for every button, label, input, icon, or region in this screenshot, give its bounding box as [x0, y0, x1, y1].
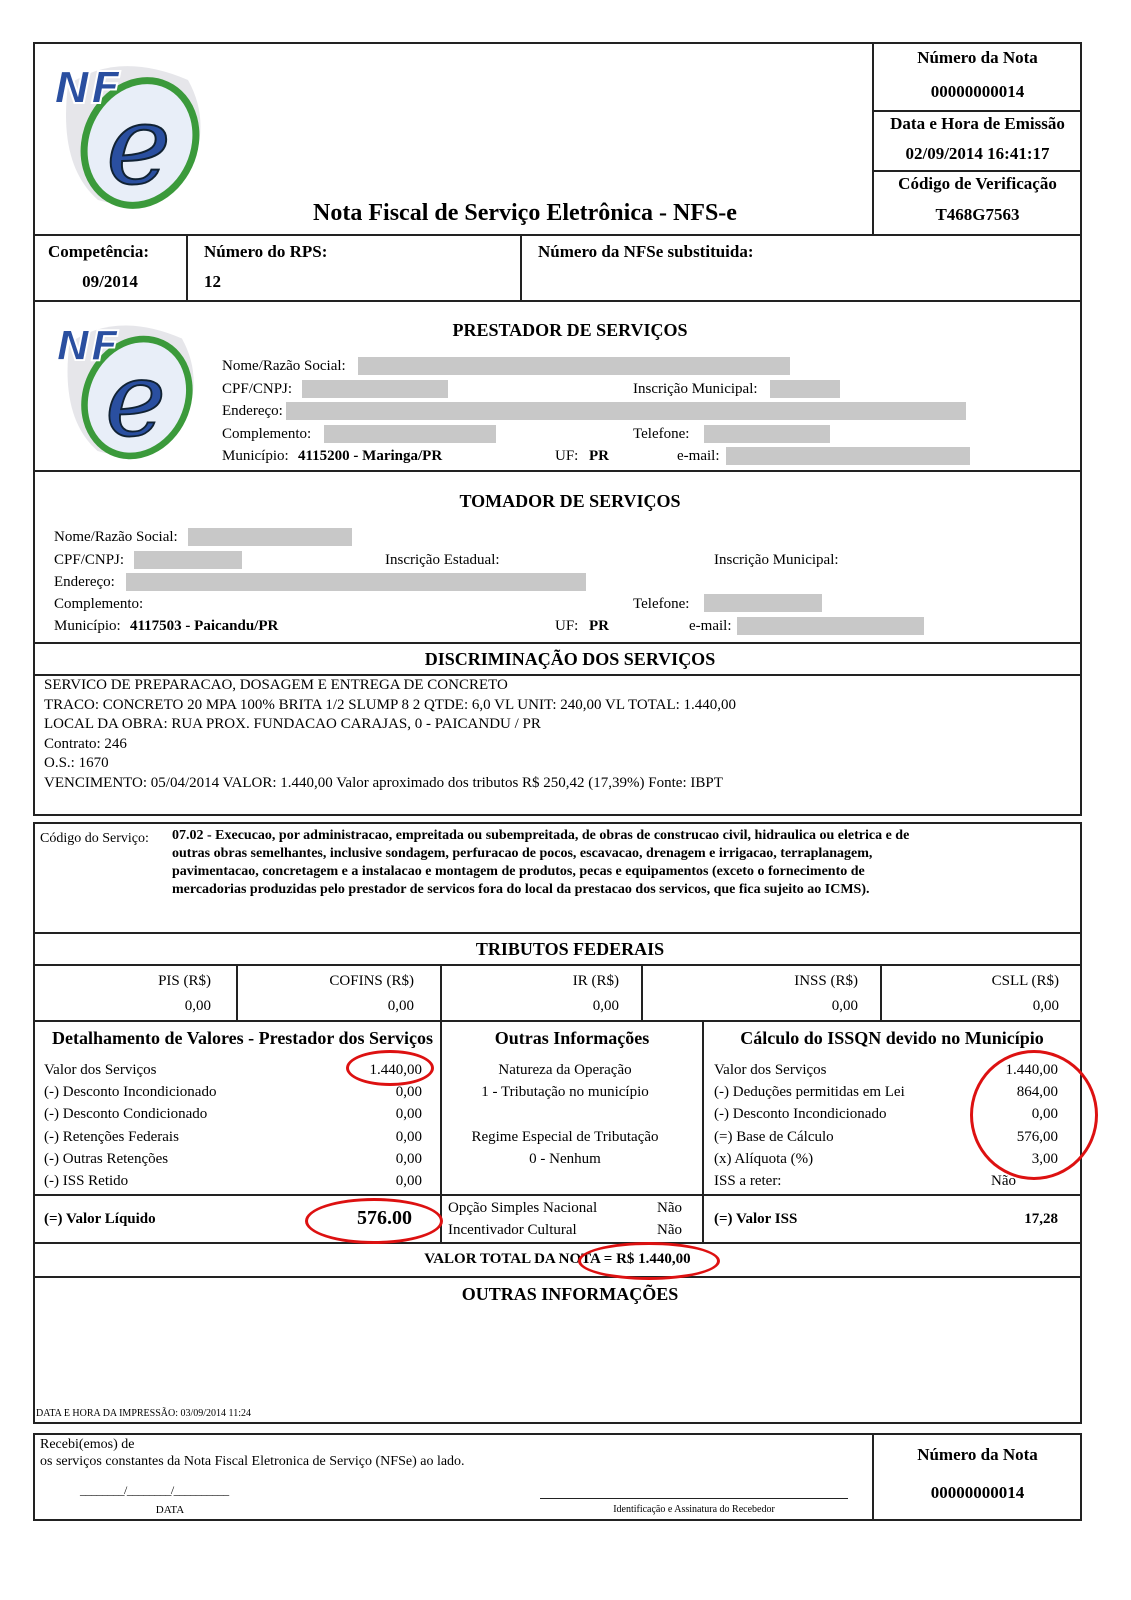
prestador-uf-value: PR: [589, 448, 609, 464]
tomador-email-label: e-mail:: [689, 618, 732, 634]
tributos-title: TRIBUTOS FEDERAIS: [475, 939, 665, 959]
assinatura-label: Identificação e Assinatura do Recebedor: [613, 1504, 775, 1515]
detalhamento-row-value: 0,00: [395, 1106, 422, 1122]
incentivador-value: Não: [657, 1222, 682, 1238]
csll-value: 0,00: [1032, 998, 1059, 1014]
prestador-cpf-redacted: [302, 380, 448, 398]
outras-informacoes-title: OUTRAS INFORMAÇÕES: [461, 1284, 679, 1304]
detalhamento-title: Detalhamento de Valores - Prestador dos Serviços: [52, 1028, 433, 1048]
codigo-servico-line: outras obras semelhantes, inclusive sondagem, perfuracao de pocos, escavacao, drenagem e irrigacao, terraplanagem,: [172, 846, 873, 861]
issqn-row-value: 1.440,00: [1005, 1062, 1058, 1078]
detalhamento-row-value: 0,00: [395, 1173, 422, 1189]
numero-nota-label: Número da Nota: [917, 48, 1038, 67]
codigo-servico-line: mercadorias produzidas pelo prestador de servicos fora do local da prestacao dos servicos, que fica sujeito ao ICMS).: [172, 882, 870, 897]
prestador-nome-redacted: [358, 357, 790, 375]
tomador-uf-value: PR: [589, 618, 609, 634]
issqn-row-value: Não: [991, 1173, 1016, 1189]
codigo-verificacao-value: T468G7563: [935, 205, 1020, 224]
svg-text:e: e: [106, 81, 172, 209]
svg-text:NF: NF: [56, 322, 119, 370]
data-emissao-value: 02/09/2014 16:41:17: [905, 144, 1050, 163]
prestador-im-label: Inscrição Municipal:: [633, 381, 758, 397]
prestador-email-label: e-mail:: [677, 448, 720, 464]
issqn-row-label: (x) Alíquota (%): [714, 1151, 814, 1167]
outras-info-title: Outras Informações: [494, 1028, 650, 1048]
tomador-nome-redacted: [188, 528, 352, 546]
tomador-im-label: Inscrição Municipal:: [714, 552, 839, 568]
prestador-complemento-label: Complemento:: [222, 426, 312, 442]
nfe-logo-small: [48, 315, 208, 465]
issqn-row-label: ISS a reter:: [714, 1173, 782, 1189]
simples-label: Opção Simples Nacional: [448, 1200, 598, 1216]
issqn-row-label: (-) Deduções permitidas em Lei: [714, 1084, 905, 1100]
discriminacao-title: DISCRIMINAÇÃO DOS SERVIÇOS: [424, 649, 716, 669]
prestador-endereco-label: Endereço:: [222, 403, 283, 419]
competencia-value: 09/2014: [82, 272, 138, 291]
discriminacao-line: Contrato: 246: [44, 736, 127, 752]
substituida-label: Número da NFSe substituida:: [538, 242, 754, 261]
discriminacao-line: VENCIMENTO: 05/04/2014 VALOR: 1.440,00 Valor aproximado dos tributos R$ 250,42 (17,39%) Fonte: IBPT: [44, 775, 723, 791]
rps-label: Número do RPS:: [204, 242, 328, 261]
ids-divider-1: [186, 234, 188, 302]
prestador-nome-label: Nome/Razão Social:: [222, 358, 346, 374]
inss-label: INSS (R$): [794, 973, 858, 989]
header-line-1: [872, 110, 1081, 112]
prestador-municipio-value: 4115200 - Maringa/PR: [298, 448, 443, 464]
codigo-servico-label: Código do Serviço:: [40, 831, 149, 846]
valor-total: VALOR TOTAL DA NOTA = R$ 1.440,00: [424, 1251, 691, 1267]
recibo-line2: os serviços constantes da Nota Fiscal Eletronica de Serviço (NFSe) ao lado.: [40, 1454, 465, 1469]
codigo-servico-line: 07.02 - Execucao, por administracao, empreitada ou subempreitada, de obras de construcao civil, hidraulica ou eletrica e de: [172, 828, 910, 843]
cofins-value: 0,00: [387, 998, 414, 1014]
prestador-endereco-redacted: [286, 402, 966, 420]
date-blank: ________/________/__________: [80, 1483, 229, 1497]
issqn-row-label: (-) Desconto Incondicionado: [714, 1106, 887, 1122]
detalhamento-row-label: Valor dos Serviços: [44, 1062, 157, 1078]
tomador-ie-label: Inscrição Estadual:: [385, 552, 500, 568]
discriminacao-line: TRACO: CONCRETO 20 MPA 100% BRITA 1/2 SLUMP 8 2 QTDE: 6,0 VL UNIT: 240,00 VL TOTAL: 1.440,00: [44, 697, 737, 713]
data-emissao-label: Data e Hora de Emissão: [890, 114, 1065, 133]
tomador-municipio-label: Município:: [54, 618, 121, 634]
competencia-label: Competência:: [48, 242, 150, 261]
svg-text:e: e: [105, 340, 167, 460]
rps-value: 12: [204, 272, 221, 291]
prestador-uf-label: UF:: [555, 448, 579, 464]
natureza-label: Natureza da Operação: [498, 1062, 632, 1078]
issqn-row-value: 576,00: [1016, 1129, 1058, 1145]
data-impressao: DATA E HORA DA IMPRESSÃO: 03/09/2014 11:24: [36, 1408, 251, 1419]
cofins-label: COFINS (R$): [329, 973, 414, 989]
regime-label: Regime Especial de Tributação: [471, 1129, 659, 1145]
tomador-cpf-redacted: [134, 551, 242, 569]
recibo-numero-value: 00000000014: [930, 1483, 1025, 1502]
ir-value: 0,00: [592, 998, 619, 1014]
pis-value: 0,00: [184, 998, 211, 1014]
issqn-row-value: 0,00: [1031, 1106, 1058, 1122]
tomador-uf-label: UF:: [555, 618, 579, 634]
issqn-row-value: 3,00: [1031, 1151, 1058, 1167]
tomador-email-redacted: [737, 617, 924, 635]
valor-liquido-value: 576.00: [357, 1207, 412, 1229]
valor-liquido-label: (=) Valor Líquido: [44, 1211, 156, 1227]
nfe-logo-small-svg: [48, 315, 208, 465]
data-label: DATA: [155, 1504, 185, 1516]
prestador-telefone-label: Telefone:: [633, 426, 690, 442]
recibo-numero-label: Número da Nota: [917, 1445, 1038, 1464]
discriminacao-line: SERVICO DE PREPARACAO, DOSAGEM E ENTREGA DE CONCRETO: [44, 677, 508, 693]
prestador-im-redacted: [770, 380, 840, 398]
valor-iss-value: 17,28: [1024, 1211, 1058, 1227]
tomador-endereco-label: Endereço:: [54, 574, 115, 590]
detalhamento-row-label: (-) Desconto Condicionado: [44, 1106, 208, 1122]
tomador-complemento-label: Complemento:: [54, 596, 144, 612]
detalhamento-row-label: (-) ISS Retido: [44, 1173, 129, 1189]
detalhamento-row-value: 0,00: [395, 1151, 422, 1167]
annotation-oval-issqn: [970, 1050, 1098, 1180]
detalhamento-row-label: (-) Outras Retenções: [44, 1151, 169, 1167]
codigo-verificacao-label: Código de Verificação: [898, 174, 1057, 193]
regime-value: 0 - Nenhum: [529, 1151, 601, 1167]
ids-divider-2: [520, 234, 522, 302]
prestador-telefone-redacted: [704, 425, 830, 443]
tomador-endereco-redacted: [126, 573, 586, 591]
annotation-oval-valor-liquido: [305, 1198, 443, 1244]
valores-divider-2: [702, 1020, 704, 1244]
nfe-logo-svg: [48, 55, 213, 215]
detalhamento-row-label: (-) Retenções Federais: [44, 1129, 179, 1145]
detalhamento-row-value: 0,00: [395, 1129, 422, 1145]
tomador-cpf-label: CPF/CNPJ:: [54, 552, 125, 568]
annotation-oval-valor-total: [578, 1242, 720, 1280]
prestador-complemento-redacted: [324, 425, 496, 443]
header-line-2: [872, 170, 1081, 172]
csll-label: CSLL (R$): [991, 973, 1059, 989]
codigo-servico-line: pavimentacao, concretagem e a instalacao e montagem de produtos, pecas e equipamentos (exceto o fornecimento de: [172, 864, 865, 879]
prestador-municipio-label: Município:: [222, 448, 289, 464]
inss-value: 0,00: [831, 998, 858, 1014]
issqn-row-label: (=) Base de Cálculo: [714, 1129, 834, 1145]
simples-value: Não: [657, 1200, 682, 1216]
detalhamento-row-value: 1.440,00: [369, 1062, 422, 1078]
issqn-row-label: Valor dos Serviços: [714, 1062, 827, 1078]
natureza-value: 1 - Tributação no município: [481, 1084, 649, 1100]
detalhamento-row-label: (-) Desconto Incondicionado: [44, 1084, 217, 1100]
pis-label: PIS (R$): [158, 973, 211, 989]
prestador-email-redacted: [726, 447, 970, 465]
document-title: Nota Fiscal de Serviço Eletrônica - NFS-e: [313, 200, 737, 226]
prestador-cpf-label: CPF/CNPJ:: [222, 381, 293, 397]
svg-text:NF: NF: [54, 63, 121, 114]
tomador-telefone-label: Telefone:: [633, 596, 690, 612]
discriminacao-line: O.S.: 1670: [44, 755, 109, 771]
incentivador-label: Incentivador Cultural: [448, 1222, 577, 1238]
discriminacao-line: LOCAL DA OBRA: RUA PROX. FUNDACAO CARAJAS, 0 - PAICANDU / PR: [44, 716, 541, 732]
issqn-title: Cálculo do ISSQN devido no Município: [740, 1028, 1044, 1048]
tomador-municipio-value: 4117503 - Paicandu/PR: [130, 618, 279, 634]
numero-nota-value: 00000000014: [930, 82, 1025, 101]
discriminacao-header-line: [33, 674, 1082, 676]
tomador-nome-label: Nome/Razão Social:: [54, 529, 178, 545]
valor-iss-label: (=) Valor ISS: [714, 1211, 798, 1227]
tomador-telefone-redacted: [704, 594, 822, 612]
tomador-title: TOMADOR DE SERVIÇOS: [459, 491, 681, 511]
tributos-header-line: [33, 964, 1082, 966]
issqn-row-value: 864,00: [1016, 1084, 1058, 1100]
assinatura-line: [540, 1498, 848, 1499]
recibo-line1: Recebi(emos) de: [40, 1437, 135, 1452]
detalhamento-row-value: 0,00: [395, 1084, 422, 1100]
nfe-logo: [48, 55, 213, 215]
ir-label: IR (R$): [572, 973, 619, 989]
valores-footer-line: [33, 1194, 1082, 1196]
annotation-oval-valor-servicos: [346, 1050, 434, 1086]
prestador-title: PRESTADOR DE SERVIÇOS: [452, 320, 688, 340]
